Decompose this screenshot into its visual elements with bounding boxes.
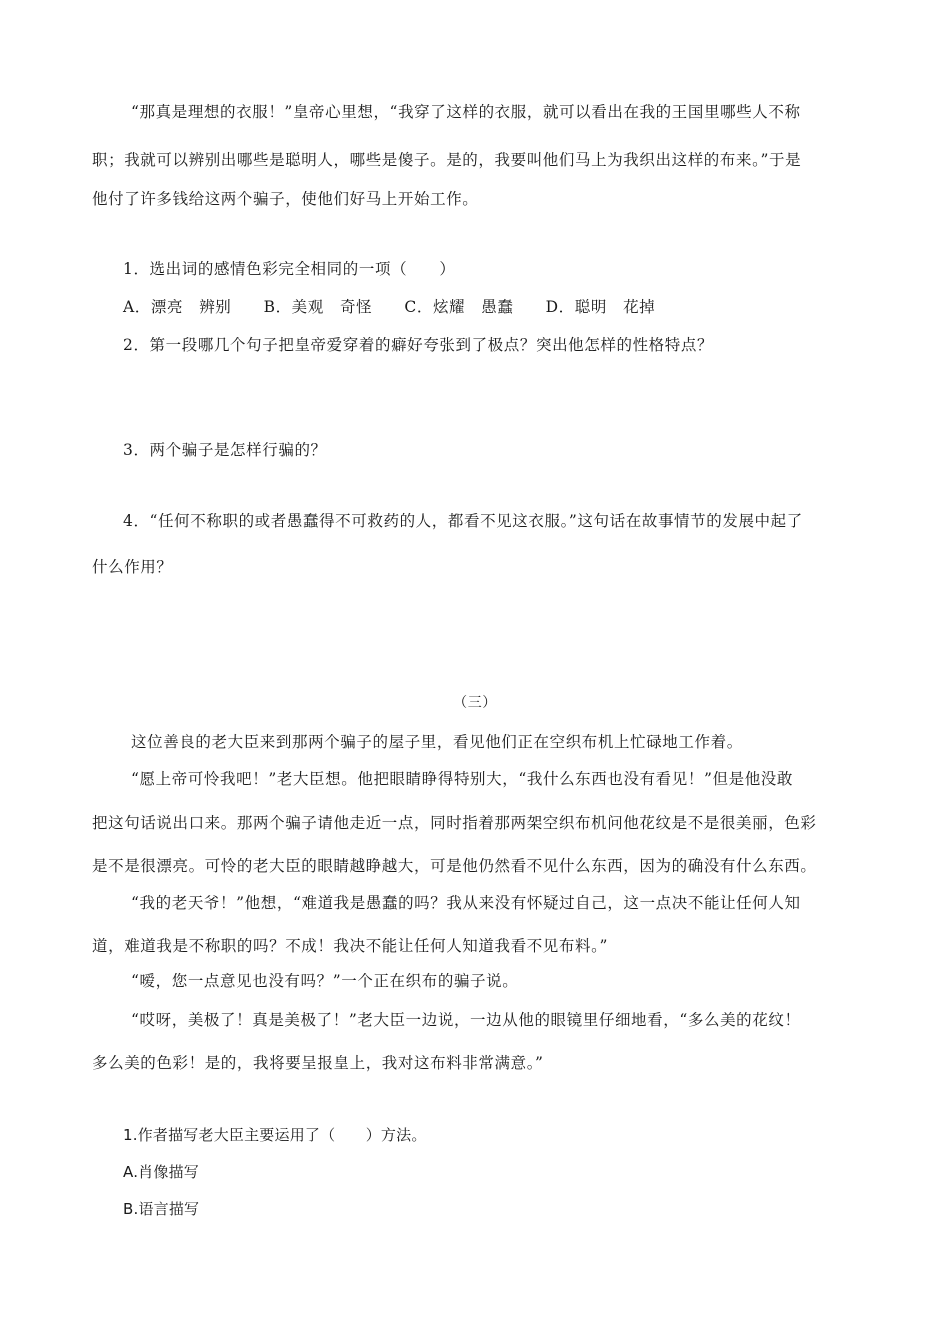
passage-line: 是不是很漂亮。可怜的老大臣的眼睛越睁越大，可是他仍然看不见什么东西，因为的确没有什么东西。 [92,857,817,875]
question-4-cont: 什么作用？ [92,558,173,576]
passage-line: “那真是理想的衣服！”皇帝心里想，“我穿了这样的衣服，就可以看出在我的王国里哪些人不称 [131,103,801,121]
passage-line: 这位善良的老大臣来到那两个骗子的屋子里，看见他们正在空织布机上忙碌地工作着。 [131,733,743,751]
passage-line: 把这句话说出口来。那两个骗子请他走近一点，同时指着那两架空织布机问他花纹是不是很美丽，色彩 [92,814,817,832]
passage-line: 多么美的色彩！是的，我将要呈报皇上，我对这布料非常满意。” [92,1054,544,1072]
question-3: 3．两个骗子是怎样行骗的？ [123,441,327,459]
passage-line: “我的老天爷！”他想，“难道我是愚蠢的吗？我从来没有怀疑过自己，这一点决不能让任何人知 [131,894,801,912]
passage-line: “嗳，您一点意见也没有吗？”一个正在织布的骗子说。 [131,972,519,990]
question-4: 4．“任何不称职的或者愚蠢得不可救药的人，都看不见这衣服。”这句话在故事情节的发展中起了 [123,512,803,530]
passage-line: 职；我就可以辨别出哪些是聪明人，哪些是傻子。是的，我要叫他们马上为我织出这样的布来。”于是 [92,151,802,169]
passage-line: 道，难道我是不称职的吗？不成！我决不能让任何人知道我看不见布料。” [92,937,608,955]
question-2: 2．第一段哪几个句子把皇帝爱穿着的癖好夸张到了极点？突出他怎样的性格特点？ [123,336,714,354]
question-1-options: A．漂亮 辨别 B．美观 奇怪 C．炫耀 愚蠢 D．聪明 花掉 [123,298,656,316]
question-1: 1．选出词的感情色彩完全相同的一项（ ） [123,260,456,278]
option-b: B.语言描写 [123,1200,200,1218]
question-1: 1.作者描写老大臣主要运用了（ ）方法。 [123,1126,427,1144]
passage-line: 他付了许多钱给这两个骗子，使他们好马上开始工作。 [92,190,479,208]
section-heading: （三） [453,695,497,711]
passage-line: “愿上帝可怜我吧！”老大臣想。他把眼睛睁得特别大，“我什么东西也没有看见！”但是他没敢 [131,770,793,788]
passage-line: “哎呀，美极了！真是美极了！”老大臣一边说，一边从他的眼镜里仔细地看，“多么美的花纹！ [131,1011,801,1029]
option-a: A.肖像描写 [123,1163,199,1181]
